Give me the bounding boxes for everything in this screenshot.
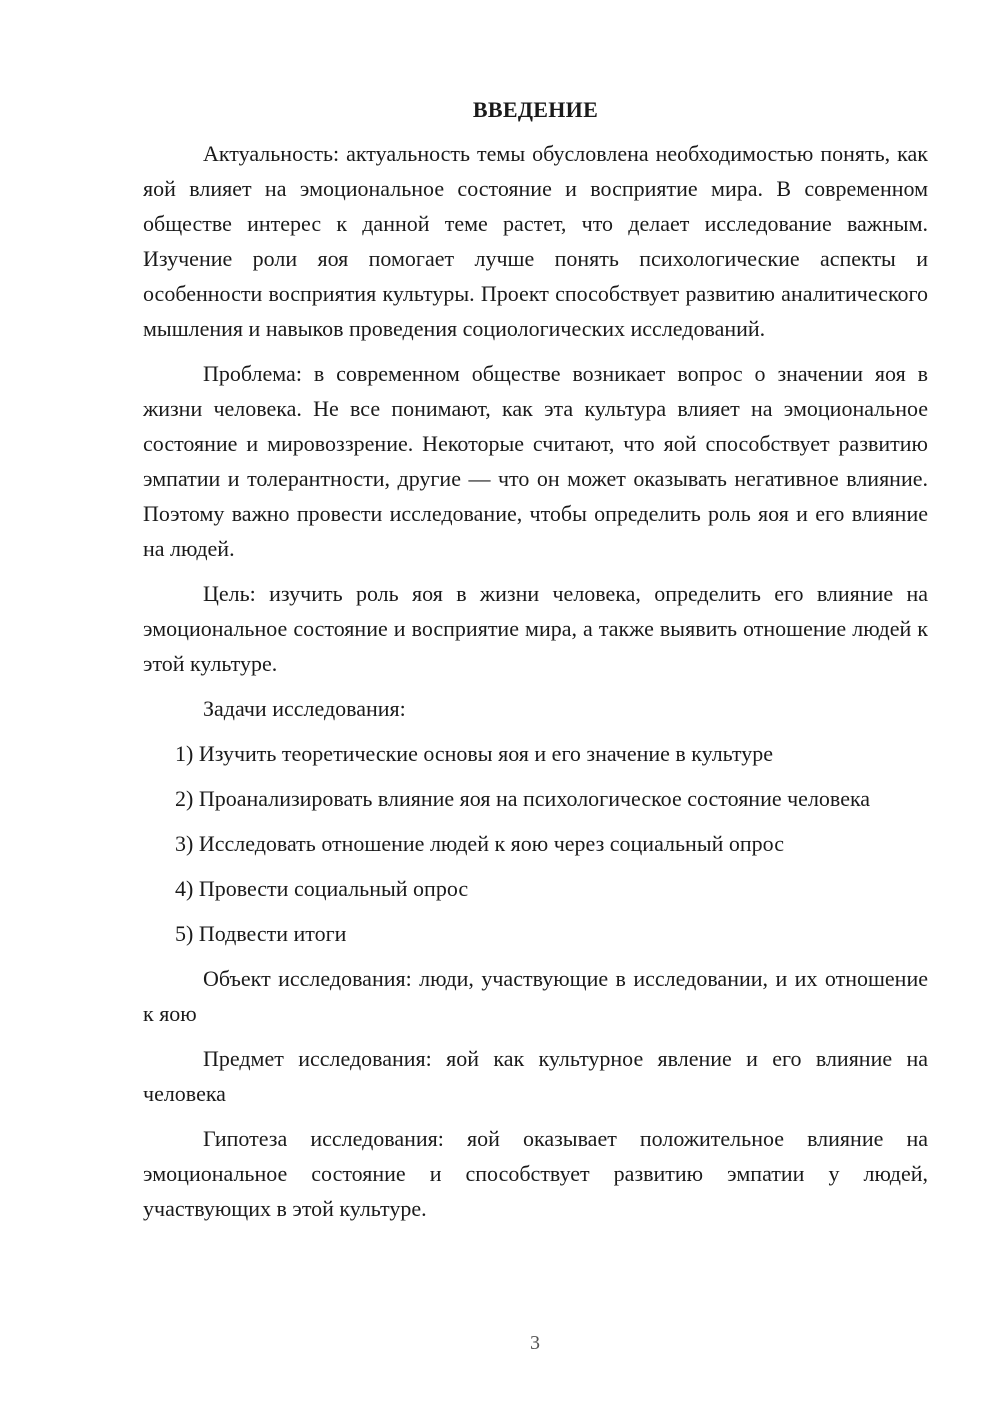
subject-paragraph: Предмет исследования: яой как культурное явление и его влияние на человека — [143, 1046, 928, 1106]
hypothesis-paragraph: Гипотеза исследования: яой оказывает положительное влияние на эмоциональное состояние и способствует развитию эмпатии у людей, участвующих в этой культуре. — [143, 1126, 928, 1221]
problem-paragraph: Проблема: в современном обществе возникает вопрос о значении яоя в жизни человека. Не все понимают, как эта культура влияет на эмоциональное состояние и мировоззрение. Некоторые считают, что яой способствует развитию эмпатии и толерантности, другие — что он может оказывать негативное влияние. Поэтому важно провести исследование, чтобы определить роль яоя и его влияние на людей. — [143, 361, 928, 561]
task-item-3: 3) Исследовать отношение людей к яою через социальный опрос — [175, 831, 784, 856]
goal-paragraph: Цель: изучить роль яоя в жизни человека, определить его влияние на эмоциональное состояние и восприятие мира, а также выявить отношение людей к этой культуре. — [143, 581, 928, 676]
section-heading: ВВЕДЕНИЕ — [472, 97, 599, 122]
task-item-1: 1) Изучить теоретические основы яоя и его значение в культуре — [175, 741, 773, 766]
tasks-list — [143, 736, 928, 951]
task-item-4: 4) Провести социальный опрос — [175, 876, 469, 901]
page-number: 3 — [530, 1332, 540, 1354]
object-paragraph: Объект исследования: люди, участвующие в исследовании, и их отношение к яою — [143, 966, 928, 1026]
document-page — [143, 90, 928, 1236]
relevance-paragraph: Актуальность: актуальность темы обусловлена необходимостью понять, как яой влияет на эмоциональное состояние и восприятие мира. В современном обществе интерес к данной теме растет, что делает исследование важным. Изучение роли яоя помогает лучше понять психологические аспекты и особенности восприятия культуры. Проект способствует развитию аналитического мышления и навыков проведения социологических исследований. — [143, 141, 928, 341]
tasks-heading: Задачи исследования: — [203, 696, 406, 721]
task-item-2: 2) Проанализировать влияние яоя на психологическое состояние человека — [175, 786, 871, 811]
task-item-5: 5) Подвести итоги — [175, 921, 347, 946]
